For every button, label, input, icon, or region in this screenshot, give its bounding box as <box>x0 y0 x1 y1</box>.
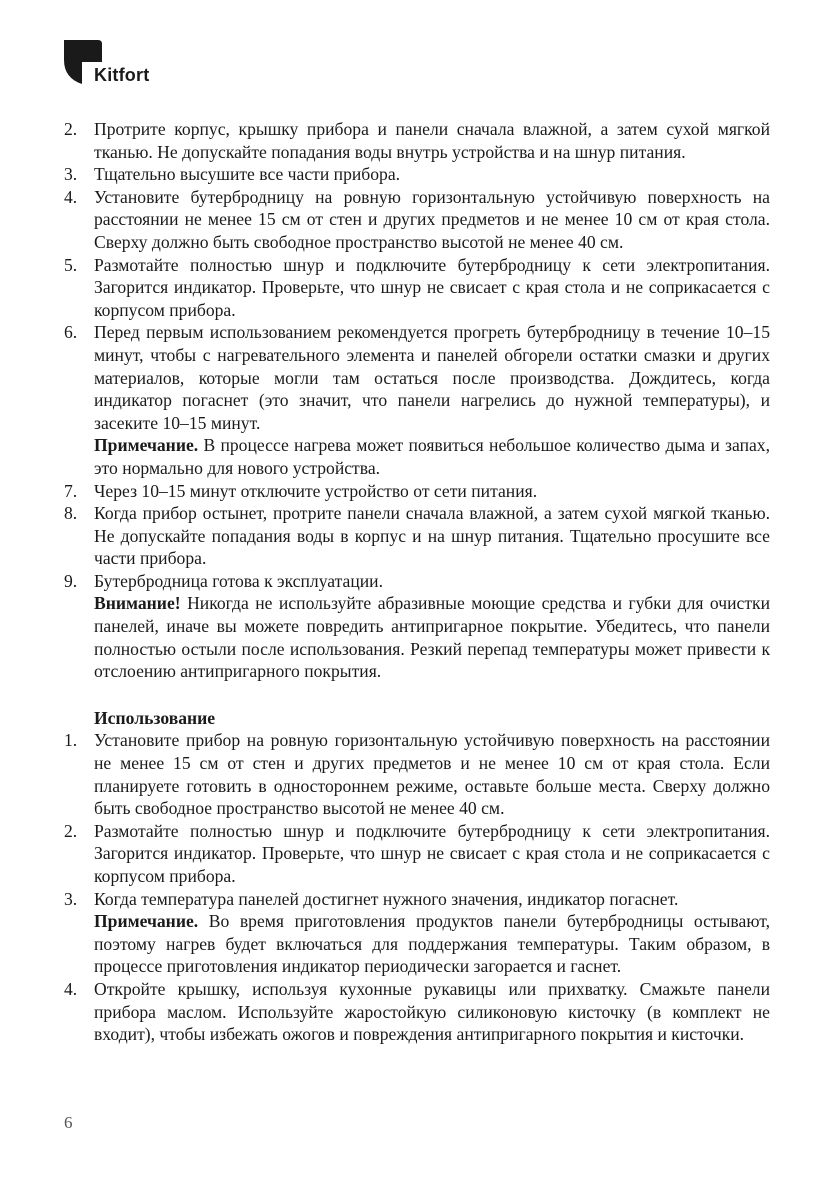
list-item-number: 3. <box>64 164 78 185</box>
prep-list-part-2 <box>64 480 770 593</box>
list-item-text: Протрите корпус, крышку прибора и панели сначала влажной, а затем сухой мягкой тканью. Не допускайте попадания воды внутрь устройства и на шнур питания. <box>94 119 770 162</box>
usage-list-part-1 <box>64 729 770 910</box>
list-item-text: Установите прибор на ровную горизонтальную устойчивую поверхность на расстоянии не менее 15 см от стен и других предметов и не менее 10 см от края стола. Если планируете готовить в одностороннем режиме, оставьте больше места. Сверху должно быть свободное пространство высотой не менее 40 см. <box>94 730 770 819</box>
list-item <box>64 480 770 503</box>
warning-text: Никогда не используйте абразивные моющие средства и губки для очистки панелей, иначе вы можете повредить антипригарное покрытие. Убедитесь, что панели полностью остыли после использования. Резкий перепад температуры может привести к отслоению антипригарного покрытия. <box>94 593 770 682</box>
list-item-number: 7. <box>64 480 78 501</box>
list-item-text: Размотайте полностью шнур и подключите бутербродницу к сети электропитания. Загорится индикатор. Проверьте, что шнур не свисает с края стола и не соприкасается с корпусом прибора. <box>94 254 770 320</box>
document-body <box>64 118 770 1046</box>
prep-list-part-1 <box>64 118 770 434</box>
list-item-text: Когда температура панелей достигнет нужного значения, индикатор погаснет. <box>94 888 679 909</box>
list-item <box>64 254 770 322</box>
list-item <box>64 163 770 186</box>
list-item <box>64 888 770 911</box>
list-item-number: 6. <box>64 322 78 343</box>
warning-paragraph <box>64 592 770 682</box>
note-text: В процессе нагрева может появиться небольшое количество дыма и запах, это нормально для нового устройства. <box>94 435 770 478</box>
section-title-usage: Использование <box>94 707 216 728</box>
list-item-text: Через 10–15 минут отключите устройство от сети питания. <box>94 480 538 501</box>
list-item-number: 2. <box>64 820 78 841</box>
list-item-number: 4. <box>64 186 78 207</box>
list-item-text: Откройте крышку, используя кухонные рукавицы или прихватку. Смажьте панели прибора маслом. Используйте жаростойкую силиконовую кисточку (в комплект не входит), чтобы избежать ожогов и повреждения антипригарного покрытия и кисточки. <box>94 978 770 1045</box>
list-item <box>64 186 770 254</box>
list-item-text: Когда прибор остынет, протрите панели сначала влажной, а затем сухой мягкой тканью. Не допускайте попадания воды в корпус и на шнур питания. Тщательно просушите все части прибора. <box>94 503 770 569</box>
brand-name: Kitfort <box>94 65 150 85</box>
list-item-text: Тщательно высушите все части прибора. <box>94 164 401 185</box>
note-text: Во время приготовления продуктов панели бутербродницы остывают, поэтому нагрев будет включаться для поддержания температуры. Таким образом, в процессе приготовления индикатор периодически загорается и гаснет. <box>94 911 770 977</box>
list-item-number: 9. <box>64 570 78 591</box>
list-item-number: 1. <box>64 730 78 751</box>
list-item-number: 5. <box>64 254 78 275</box>
note-label: Примечание. <box>94 435 199 456</box>
list-item <box>64 570 770 593</box>
page-number: 6 <box>64 1113 73 1132</box>
kitfort-logo <box>64 40 174 90</box>
list-item <box>64 729 770 819</box>
list-item <box>64 978 770 1046</box>
list-item <box>64 820 770 888</box>
list-item <box>64 502 770 570</box>
warning-label: Внимание! <box>94 593 181 614</box>
list-item-text: Бутербродница готова к эксплуатации. <box>94 570 383 591</box>
list-item-number: 4. <box>64 978 78 999</box>
note-label: Примечание. <box>94 911 199 932</box>
list-item-number: 2. <box>64 119 78 139</box>
note-paragraph <box>64 910 770 978</box>
note-paragraph <box>64 434 770 479</box>
list-item-text: Установите бутербродницу на ровную горизонтальную устойчивую поверхность на расстоянии не менее 15 см от стен и других предметов и не менее 10 см от края стола. Сверху должно быть свободное пространство высотой не менее 40 см. <box>94 186 770 252</box>
list-item <box>64 321 770 434</box>
list-item-number: 3. <box>64 888 78 909</box>
list-item-number: 8. <box>64 503 78 524</box>
list-item <box>64 118 770 163</box>
usage-list-part-2 <box>64 978 770 1046</box>
list-item-text: Размотайте полностью шнур и подключите бутербродницу к сети электропитания. Загорится индикатор. Проверьте, что шнур не свисает с края стола и не соприкасается с корпусом прибора. <box>94 820 770 886</box>
list-item-text: Перед первым использованием рекомендуется прогреть бутербродницу в течение 10–15 минут, чтобы с нагревательного элемента и панелей обгорели остатки смазки и других материалов, которые могли там остаться после производства. Дождитесь, когда индикатор погаснет (это значит, что панели нагрелись до нужной температуры), и засеките 10–15 минут. <box>94 322 770 433</box>
